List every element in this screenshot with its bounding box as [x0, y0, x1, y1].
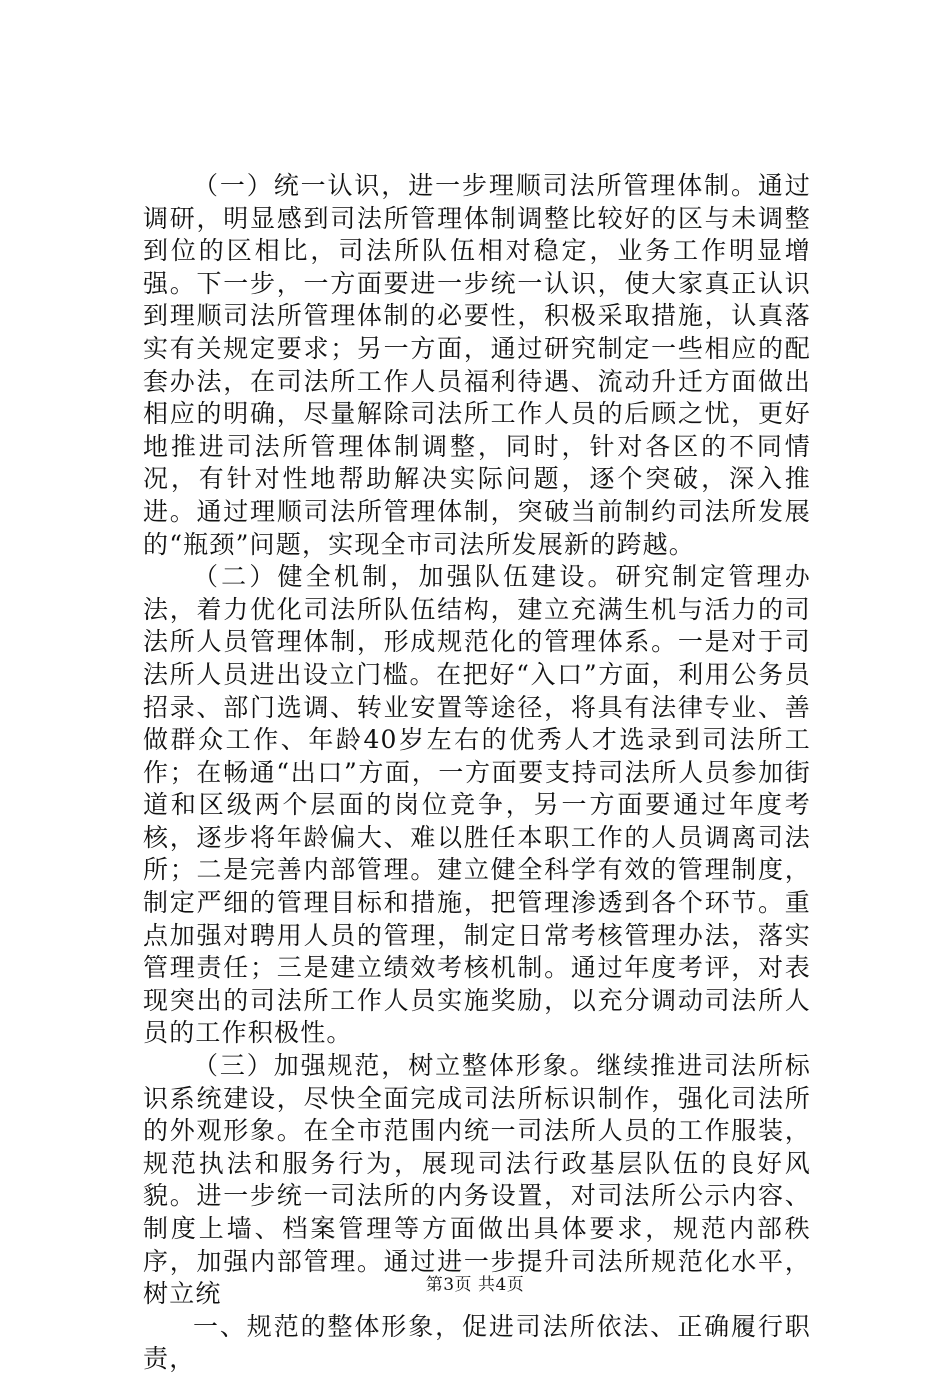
- paragraph-continuation: 一、规范的整体形象，促进司法所依法、正确履行职责，: [143, 1311, 811, 1374]
- paragraph-section-two: （二）健全机制，加强队伍建设。研究制定管理办法，着力优化司法所队伍结构，建立充满生机与活力的司法所人员管理体制，形成规范化的管理体系。一是对于司法所人员进出设立门槛。在把好“入口”方面，利用公务员招录、部门选调、转业安置等途径，将具有法律专业、善做群众工作、年龄40岁左右的优秀人才选录到司法所工作；在畅通“出口”方面，一方面要支持司法所人员参加街道和区级两个层面的岗位竞争，另一方面要通过年度考核，逐步将年龄偏大、难以胜任本职工作的人员调离司法所；二是完善内部管理。建立健全科学有效的管理制度，制定严细的管理目标和措施，把管理渗透到各个环节。重点加强对聘用人员的管理，制定日常考核管理办法，落实管理责任；三是建立绩效考核机制。通过年度考评，对表现突出的司法所工作人员实施奖励，以充分调动司法所人员的工作积极性。: [143, 562, 811, 1048]
- paragraph-section-one: （一）统一认识，进一步理顺司法所管理体制。通过调研，明显感到司法所管理体制调整比较好的区与未调整到位的区相比，司法所队伍相对稳定，业务工作明显增强。下一步，一方面要进一步统一认识，使大家真正认识到理顺司法所管理体制的必要性，积极采取措施，认真落实有关规定要求；另一方面，通过研究制定一些相应的配套办法，在司法所工作人员福利待遇、流动升迁方面做出相应的明确，尽量解除司法所工作人员的后顾之忧，更好地推进司法所管理体制调整，同时，针对各区的不同情况，有针对性地帮助解决实际问题，逐个突破，深入推进。通过理顺司法所管理体制，突破当前制约司法所发展的“瓶颈”问题，实现全市司法所发展新的跨越。: [143, 171, 811, 559]
- page-number-footer: 第3页 共4页: [425, 1275, 525, 1295]
- document-body: [143, 170, 811, 1376]
- paragraph-section-three: （三）加强规范，树立整体形象。继续推进司法所标识系统建设，尽快全面完成司法所标识制作，强化司法所的外观形象。在全市范围内统一司法所人员的工作服装，规范执法和服务行为，展现司法行政基层队伍的良好风貌。进一步统一司法所的内务设置，对司法所公示内容、制度上墙、档案管理等方面做出具体要求，规范内部秩序，加强内部管理。通过进一步提升司法所规范化水平，树立统: [143, 1051, 811, 1309]
